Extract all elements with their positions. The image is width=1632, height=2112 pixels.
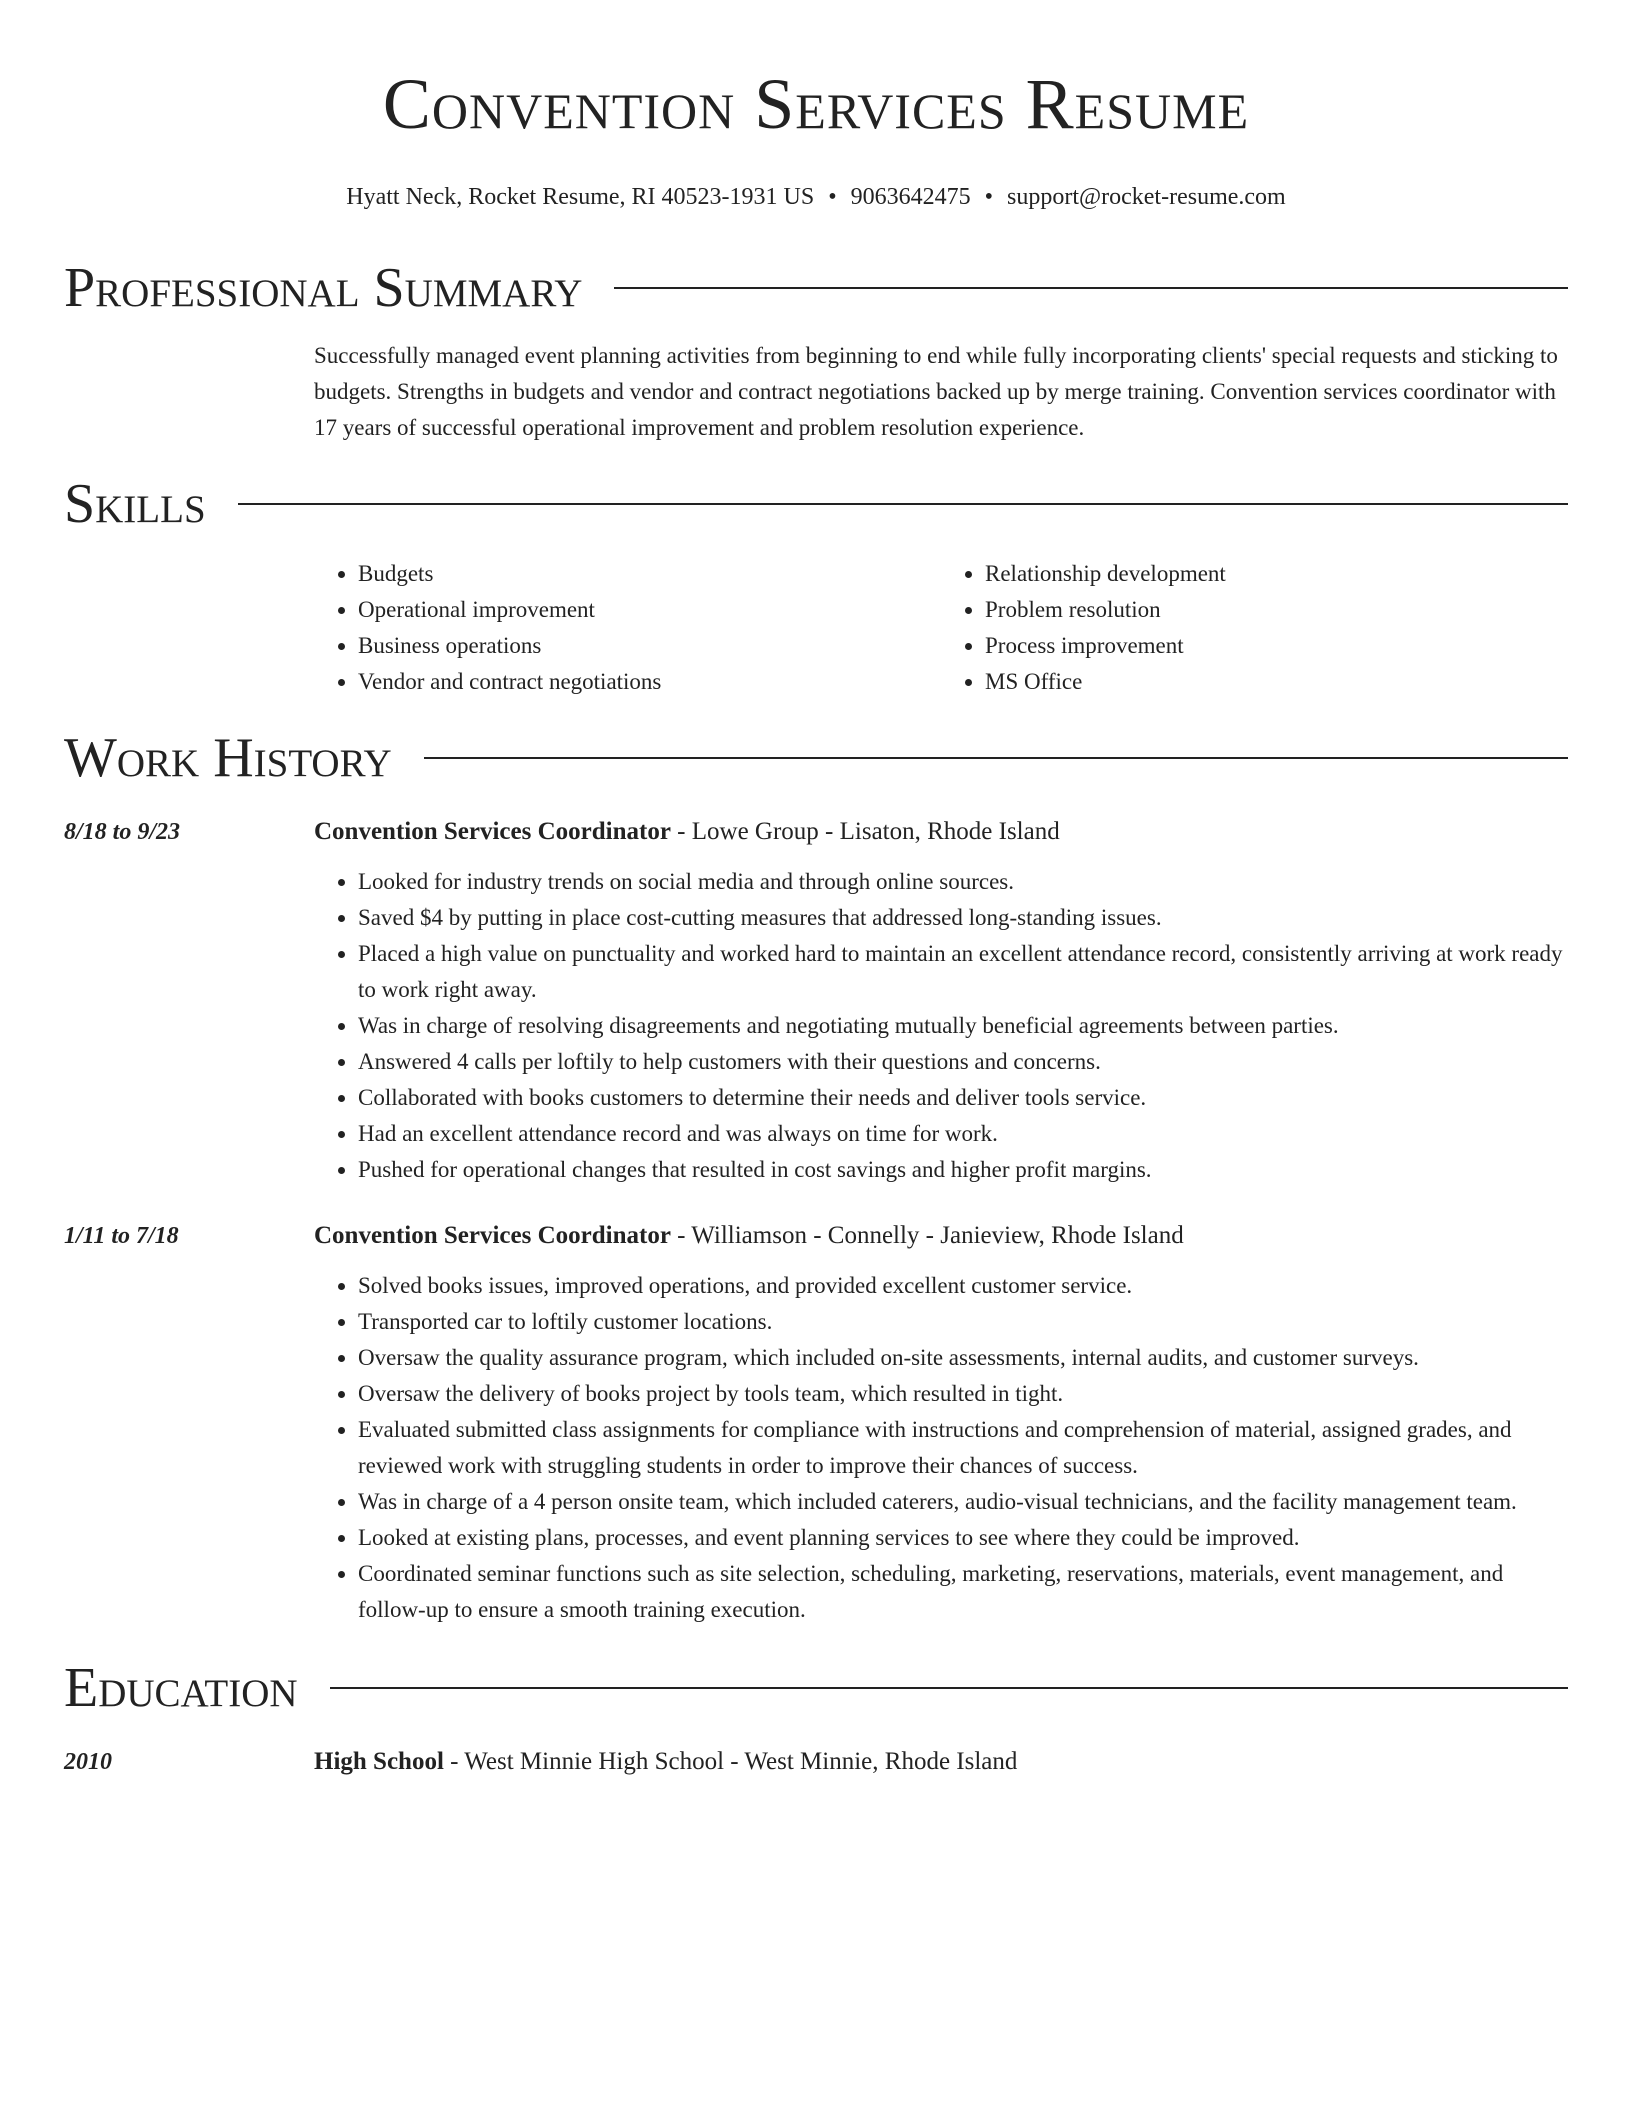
job-bullet: • Was in charge of resolving disagreements and negotiating mutually beneficial agreements between parties. — [358, 1008, 1568, 1044]
contact-address: Hyatt Neck, Rocket Resume, RI 40523-1931 US — [346, 184, 815, 210]
skills-heading-text: Skills — [64, 473, 206, 535]
education-heading-text: Education — [64, 1657, 298, 1719]
education-entry — [64, 1744, 1568, 1780]
job-bullet: • Solved books issues, improved operations, and provided excellent customer service. — [358, 1268, 1568, 1304]
skill-item: • Relationship development — [985, 556, 1568, 592]
work-history-heading-text: Work History — [64, 727, 392, 789]
job-entry — [64, 1218, 1568, 1628]
education-degree: High School — [314, 1748, 444, 1775]
skills-section-heading — [64, 472, 1568, 536]
job-bullet: • Evaluated submitted class assignments for compliance with instructions and comprehension of material, assigned grades, and reviewed work with struggling students in order to improve their chances of success. — [358, 1412, 1568, 1484]
education-body — [314, 1744, 1568, 1780]
job-role: Convention Services Coordinator — [314, 1222, 671, 1249]
job-bullet-list — [314, 864, 1568, 1188]
job-dates: 8/18 to 9/23 — [64, 819, 181, 845]
job-bullet: • Placed a high value on punctuality and worked hard to maintain an excellent attendance record, consistently arriving at work ready to work right away. — [358, 936, 1568, 1008]
section-divider — [238, 503, 1568, 505]
job-bullet: • Looked for industry trends on social media and through online sources. — [358, 864, 1568, 900]
skills-grid — [314, 556, 1568, 700]
job-employer-location: - Williamson - Connelly - Janieview, Rhode Island — [670, 1222, 1184, 1249]
job-bullet: • Looked at existing plans, processes, and event planning services to see where they could be improved. — [358, 1520, 1568, 1556]
job-bullet: • Was in charge of a 4 person onsite team, which included caterers, audio-visual technicians, and the facility management team. — [358, 1484, 1568, 1520]
contact-line — [64, 182, 1568, 212]
job-body — [314, 1218, 1568, 1628]
job-heading — [314, 1218, 1568, 1254]
contact-separator: • — [984, 184, 994, 210]
contact-email: support@rocket-resume.com — [1007, 184, 1286, 210]
work-history-section-heading — [64, 726, 1568, 790]
education-year: 2010 — [64, 1749, 112, 1775]
job-heading — [314, 814, 1568, 850]
section-divider — [330, 1687, 1568, 1689]
job-bullet: • Collaborated with books customers to determine their needs and deliver tools service. — [358, 1080, 1568, 1116]
skill-item: • Problem resolution — [985, 592, 1568, 628]
job-bullet: • Coordinated seminar functions such as site selection, scheduling, marketing, reservations, materials, event management, and follow-up to ensure a smooth training execution. — [358, 1556, 1568, 1628]
resume-title: Convention Services Resume — [382, 64, 1250, 144]
section-divider — [614, 287, 1568, 289]
skill-item: • Process improvement — [985, 628, 1568, 664]
skill-item: • Operational improvement — [358, 592, 941, 628]
job-bullet: • Answered 4 calls per loftily to help customers with their questions and concerns. — [358, 1044, 1568, 1080]
job-body — [314, 814, 1568, 1188]
education-school-location: - West Minnie High School - West Minnie, Rhode Island — [443, 1748, 1018, 1775]
education-heading — [314, 1744, 1568, 1780]
summary-heading-text: Professional Summary — [64, 257, 583, 319]
job-bullet: • Saved $4 by putting in place cost-cutting measures that addressed long-standing issues. — [358, 900, 1568, 936]
education-section-heading — [64, 1656, 1568, 1720]
job-entry — [64, 814, 1568, 1188]
skills-column-left — [314, 556, 941, 700]
skill-item: • Vendor and contract negotiations — [358, 664, 941, 700]
summary-section-heading — [64, 256, 1568, 320]
skill-item: • Business operations — [358, 628, 941, 664]
contact-phone: 9063642475 — [850, 184, 971, 210]
job-employer-location: - Lowe Group - Lisaton, Rhode Island — [670, 818, 1060, 845]
job-bullet: • Had an excellent attendance record and was always on time for work. — [358, 1116, 1568, 1152]
job-bullet: • Transported car to loftily customer locations. — [358, 1304, 1568, 1340]
section-divider — [424, 757, 1568, 759]
skill-item: • Budgets — [358, 556, 941, 592]
summary-paragraph: Successfully managed event planning activities from beginning to end while fully incorporating clients' special requests and sticking to budgets. Strengths in budgets and vendor and contract negotiations backed up by merge training. Convention services coordinator with 17 years of successful operational improvement and problem resolution experience. — [314, 343, 1558, 440]
contact-separator: • — [828, 184, 837, 210]
job-bullet: • Oversaw the delivery of books project by tools team, which resulted in tight. — [358, 1376, 1568, 1412]
job-bullet: • Oversaw the quality assurance program, which included on-site assessments, internal audits, and customer surveys. — [358, 1340, 1568, 1376]
skill-item: • MS Office — [985, 664, 1568, 700]
job-role: Convention Services Coordinator — [314, 818, 671, 845]
skills-column-right — [941, 556, 1568, 700]
job-dates: 1/11 to 7/18 — [64, 1223, 179, 1249]
resume-page — [64, 0, 1568, 1780]
job-bullet: • Pushed for operational changes that resulted in cost savings and higher profit margins. — [358, 1152, 1568, 1188]
job-bullet-list — [314, 1268, 1568, 1628]
